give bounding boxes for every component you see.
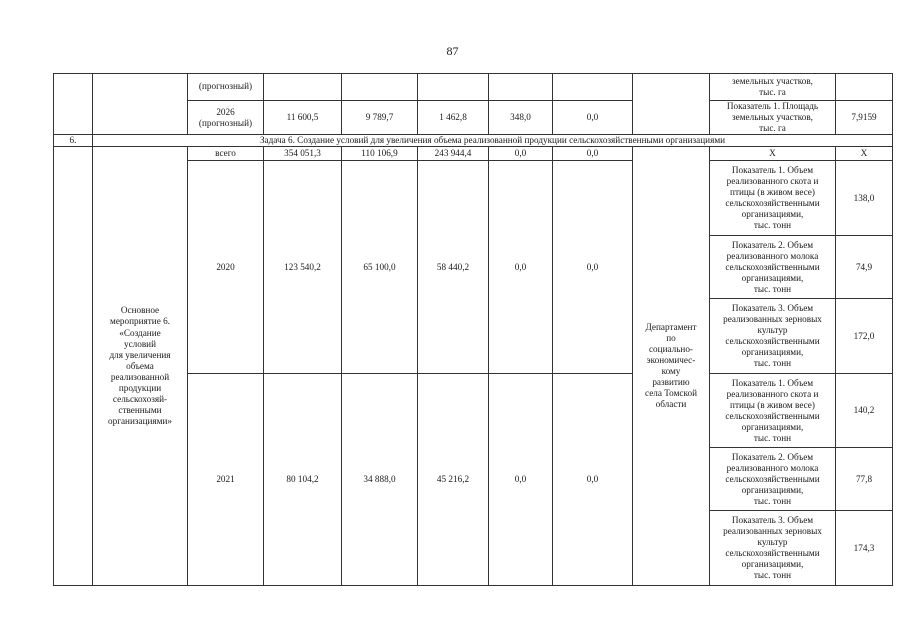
regional-cell [418, 74, 489, 101]
local-cell: 0,0 [489, 161, 553, 374]
year-cell: 2021 [188, 374, 264, 586]
num-cell [54, 74, 93, 135]
task-number: 6. [54, 135, 93, 147]
value-cell: 77,8 [836, 448, 893, 511]
value-cell: 138,0 [836, 161, 893, 236]
activity-name: Основное мероприятие 6. «Создание условий для увеличения объема реализованной продукции сельскохозяй- ственными организациями» [93, 147, 188, 586]
federal-cell: 65 100,0 [342, 161, 418, 374]
federal-cell: 9 789,7 [342, 101, 418, 135]
page-number: 87 [446, 44, 459, 58]
federal-cell: 34 888,0 [342, 374, 418, 586]
value-cell: 172,0 [836, 299, 893, 374]
indicator-cell: Показатель 2. Объем реализованного молока сельскохозяйственными организациями, тыс. тонн [710, 236, 836, 299]
table-row [54, 74, 893, 101]
regional-cell: 243 944,4 [418, 147, 489, 161]
extra-cell: 0,0 [553, 374, 633, 586]
executor-cell: Департамент по социально- экономичес- кому развитию села Томской области [633, 147, 710, 586]
value-cell: 7,9159 [836, 101, 893, 135]
extra-cell: 0,0 [553, 101, 633, 135]
table-row [54, 147, 893, 161]
indicator-cell: Показатель 1. Площадь земельных участков, тыс. га [710, 101, 836, 135]
value-cell [836, 74, 893, 101]
local-cell: 348,0 [489, 101, 553, 135]
indicator-cell: Показатель 2. Объем реализованного молока сельскохозяйственными организациями, тыс. тонн [710, 448, 836, 511]
local-cell: 0,0 [489, 147, 553, 161]
extra-cell [553, 74, 633, 101]
federal-cell [342, 74, 418, 101]
value-cell: 174,3 [836, 511, 893, 586]
extra-cell: 0,0 [553, 147, 633, 161]
value-cell: Х [836, 147, 893, 161]
name-cell [93, 74, 188, 135]
local-cell [489, 74, 553, 101]
regional-cell: 45 216,2 [418, 374, 489, 586]
indicator-cell: Показатель 3. Объем реализованных зерновых культур сельскохозяйственными организациями, тыс. тонн [710, 299, 836, 374]
program-table [53, 73, 893, 586]
regional-cell: 58 440,2 [418, 161, 489, 374]
value-cell: 74,9 [836, 236, 893, 299]
num-cell [54, 147, 93, 586]
federal-cell: 110 106,9 [342, 147, 418, 161]
total-cell [264, 74, 342, 101]
task-row [54, 135, 893, 147]
value-cell: 140,2 [836, 374, 893, 448]
indicator-cell: Показатель 1. Объем реализованного скота и птицы (в живом весе) сельскохозяйственными организациями, тыс. тонн [710, 161, 836, 236]
year-cell: (прогнозный) [188, 74, 264, 101]
extra-cell: 0,0 [553, 161, 633, 374]
total-cell: 80 104,2 [264, 374, 342, 586]
indicator-cell: Показатель 1. Объем реализованного скота и птицы (в живом весе) сельскохозяйственными организациями, тыс. тонн [710, 374, 836, 448]
total-cell: 11 600,5 [264, 101, 342, 135]
executor-cell [633, 74, 710, 135]
indicator-cell: Х [710, 147, 836, 161]
task-title: Задача 6. Создание условий для увеличения объема реализованной продукции сельскохозяйственными организациями [93, 135, 893, 147]
year-cell: 2026 (прогнозный) [188, 101, 264, 135]
indicator-cell: Показатель 3. Объем реализованных зерновых культур сельскохозяйственными организациями, тыс. тонн [710, 511, 836, 586]
total-cell: 123 540,2 [264, 161, 342, 374]
local-cell: 0,0 [489, 374, 553, 586]
total-cell: 354 051,3 [264, 147, 342, 161]
year-cell: 2020 [188, 161, 264, 374]
regional-cell: 1 462,8 [418, 101, 489, 135]
indicator-cell: земельных участков, тыс. га [710, 74, 836, 101]
year-cell: всего [188, 147, 264, 161]
